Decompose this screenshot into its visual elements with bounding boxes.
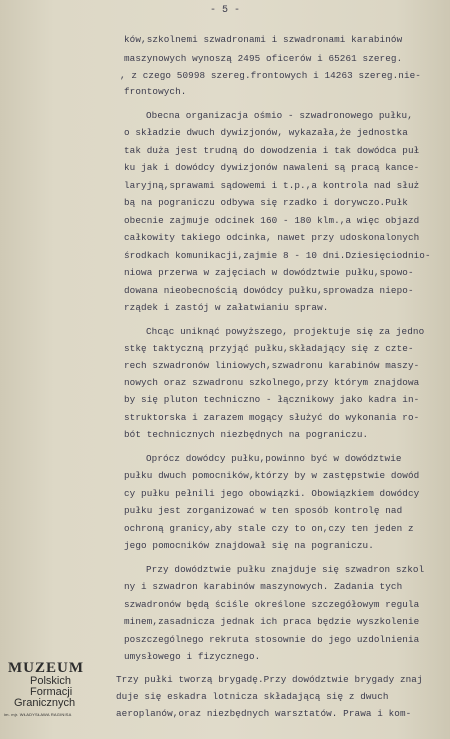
museum-logo [0, 660, 110, 720]
text-line: cy pułku pełnili jego obowiązki. Obowiązkiem dowódcy [124, 488, 420, 499]
logo-line: MUZEUM [8, 660, 84, 676]
text-line: frontowych. [124, 86, 187, 97]
text-line: maszynowych wynoszą 2495 oficerów i 65261 szereg. [124, 53, 403, 64]
text-line: ochroną granicy,aby stale czy to on,czy ten jeden z [124, 523, 414, 534]
text-line: Przy dowództwie pułku znajduje się szwadron szkol [146, 564, 425, 575]
logo-line: Granicznych [14, 697, 76, 709]
text-line: struktorska i zarazem mogący służyć do wykonania ro- [124, 412, 420, 423]
text-line: poszczególnego rekruta stosownie do jego uzdolnienia [124, 634, 420, 645]
text-line: umysłowego i fizycznego. [124, 651, 261, 662]
text-line: aeroplanów,oraz niezbędnych warsztatów. Prawa i kom- [116, 708, 412, 719]
text-line: jego pomocników znajdował się na pograniczu. [124, 540, 374, 551]
text-line: by się pluton techniczno - łącznikowy jako kadra in- [124, 394, 420, 405]
text-line: rządek i zastój w załatwianiu spraw. [124, 302, 329, 313]
text-line: pułku dwuch pomocników,którzy by w zastępstwie dowód [124, 470, 420, 481]
logo-line: im. mjr. WŁADYSŁAWA RAGINISA [4, 712, 72, 717]
text-line: duje się eskadra lotnicza składającą się z dwuch [116, 691, 389, 702]
text-line: nowych oraz szwadronu szkolnego,przy którym znajdowa [124, 377, 420, 388]
text-line: , z czego 50998 szereg.frontowych i 14263 szereg.nie- [120, 70, 421, 81]
text-line: rech szwadronów liniowych,szwadronu karabinów maszy- [124, 360, 420, 371]
page-number: - 5 - [209, 5, 240, 16]
text-line: stkę taktyczną przyjąć pułku,składający się z czte- [124, 343, 414, 354]
logo-line: Polskich [30, 675, 71, 687]
text-line: ny i szwadron karabinów maszynowych. Zadania tych [124, 581, 403, 592]
text-line: o składzie dwuch dywizjonów, wykazała,że jednostka [124, 127, 408, 138]
text-line: ku jak i dowódcy dywizjonów nawaleni są pracą kance- [124, 162, 420, 173]
logo-line: Formacji [30, 686, 73, 698]
text-line: Chcąc uniknąć powyższego, projektuje się za jedno [146, 326, 425, 337]
text-line: ków,szkolnemi szwadronami i szwadronami karabinów [124, 34, 403, 45]
text-line: Trzy pułki tworzą brygadę.Przy dowództwie brygady znaj [116, 674, 423, 685]
text-line: szwadronów będą ściśle określone szczegółowym regula [124, 599, 420, 610]
text-line: laryjną,sprawami sądowemi i t.p.,a kontrola nad służ [124, 180, 420, 191]
text-line: obecnie zajmuje odcinek 160 - 180 klm.,a więc objazd [124, 215, 420, 226]
text-line: środkach komunikacji,zajmie 8 - 10 dni.Dziesięciodnio- [124, 250, 431, 261]
text-line: całkowity takiego odcinka, nawet przy udoskonalonych [124, 232, 420, 243]
text-line: pułku jest zorganizować w ten sposób kontrolę nad [124, 505, 403, 516]
text-line: bą na pograniczu odbywa się rzadko i dorywczo.Pułk [124, 197, 408, 208]
text-line: Oprócz dowódcy pułku,powinno być w dowództwie [146, 453, 402, 464]
text-line: bót technicznych niezbędnych na pograniczu. [124, 429, 369, 440]
text-line: Obecna organizacja ośmio - szwadronowego pułku, [146, 110, 413, 121]
text-line: tak duża jest trudną do dowodzenia i tak dowódca puł [124, 145, 420, 156]
text-line: dowana nieobecnością dowódcy pułku,sprowadza niepo- [124, 285, 414, 296]
text-line: niowa przerwa w zajęciach w dowództwie pułku,spowo- [124, 267, 414, 278]
text-line: minem,zasadnicza jednak ich praca będzie wyszkolenie [124, 616, 420, 627]
